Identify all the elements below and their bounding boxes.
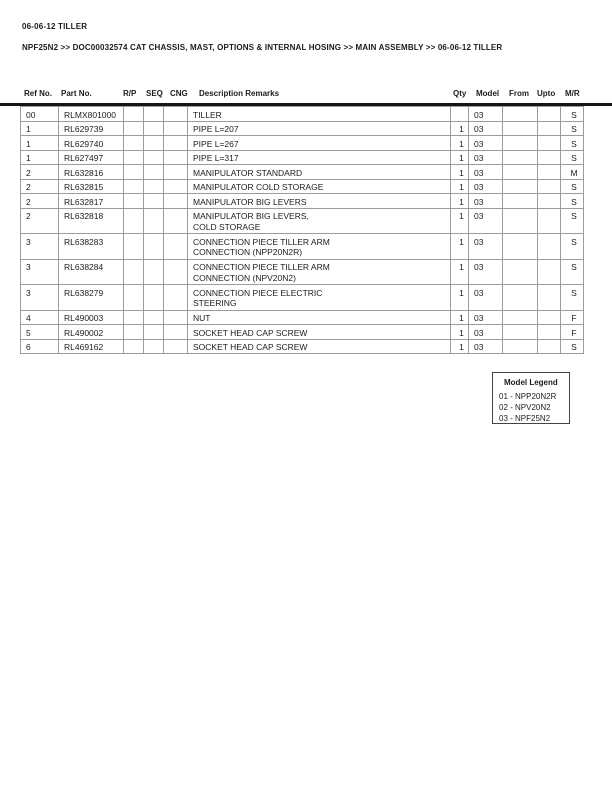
cell-mr: S <box>561 285 584 311</box>
cell-part-no: RL632818 <box>59 208 124 234</box>
cell-model: 03 <box>469 121 503 136</box>
cell-upto <box>538 310 561 325</box>
cell-description: PIPE L=317 <box>188 150 451 165</box>
cell-model: 03 <box>469 339 503 354</box>
cell-upto <box>538 165 561 180</box>
cell-cng <box>164 259 188 285</box>
cell-seq <box>144 325 164 340</box>
cell-model: 03 <box>469 136 503 151</box>
cell-qty: 1 <box>451 259 469 285</box>
cell-mr: S <box>561 194 584 209</box>
header-from: From <box>509 89 529 98</box>
cell-upto <box>538 194 561 209</box>
cell-from <box>503 310 538 325</box>
cell-part-no: RL638284 <box>59 259 124 285</box>
cell-model: 03 <box>469 194 503 209</box>
cell-part-no: RL629740 <box>59 136 124 151</box>
table-row <box>21 285 584 311</box>
cell-qty <box>451 107 469 122</box>
cell-qty: 1 <box>451 179 469 194</box>
header-cng: CNG <box>170 89 188 98</box>
cell-ref-no: 1 <box>21 121 59 136</box>
cell-model: 03 <box>469 259 503 285</box>
cell-upto <box>538 107 561 122</box>
cell-rp <box>124 136 144 151</box>
cell-qty: 1 <box>451 136 469 151</box>
cell-ref-no: 2 <box>21 194 59 209</box>
cell-upto <box>538 234 561 260</box>
model-legend-item: 02 - NPV20N2 <box>499 403 551 412</box>
cell-rp <box>124 165 144 180</box>
cell-cng <box>164 136 188 151</box>
cell-part-no: RL638283 <box>59 234 124 260</box>
cell-cng <box>164 179 188 194</box>
cell-ref-no: 2 <box>21 165 59 180</box>
cell-upto <box>538 285 561 311</box>
cell-description: MANIPULATOR COLD STORAGE <box>188 179 451 194</box>
cell-seq <box>144 136 164 151</box>
cell-mr: S <box>561 259 584 285</box>
cell-description: MANIPULATOR STANDARD <box>188 165 451 180</box>
cell-part-no: RLMX801000 <box>59 107 124 122</box>
cell-seq <box>144 208 164 234</box>
cell-mr: F <box>561 325 584 340</box>
cell-mr: M <box>561 165 584 180</box>
cell-part-no: RL632815 <box>59 179 124 194</box>
table-row <box>21 121 584 136</box>
cell-seq <box>144 150 164 165</box>
cell-description: CONNECTION PIECE TILLER ARM CONNECTION (NPP20N2R) <box>188 234 451 260</box>
cell-ref-no: 3 <box>21 285 59 311</box>
cell-rp <box>124 339 144 354</box>
cell-from <box>503 150 538 165</box>
cell-cng <box>164 325 188 340</box>
cell-from <box>503 208 538 234</box>
cell-from <box>503 325 538 340</box>
header-upto: Upto <box>537 89 556 98</box>
cell-description: SOCKET HEAD CAP SCREW <box>188 339 451 354</box>
cell-from <box>503 136 538 151</box>
cell-ref-no: 6 <box>21 339 59 354</box>
cell-cng <box>164 208 188 234</box>
header-part-no: Part No. <box>61 89 92 98</box>
cell-part-no: RL469162 <box>59 339 124 354</box>
model-legend-item: 01 - NPP20N2R <box>499 392 557 401</box>
cell-qty: 1 <box>451 234 469 260</box>
cell-seq <box>144 234 164 260</box>
cell-ref-no: 4 <box>21 310 59 325</box>
cell-rp <box>124 285 144 311</box>
cell-model: 03 <box>469 325 503 340</box>
cell-upto <box>538 179 561 194</box>
cell-cng <box>164 107 188 122</box>
cell-from <box>503 121 538 136</box>
cell-qty: 1 <box>451 339 469 354</box>
cell-part-no: RL627497 <box>59 150 124 165</box>
cell-qty: 1 <box>451 208 469 234</box>
cell-ref-no: 1 <box>21 150 59 165</box>
cell-upto <box>538 325 561 340</box>
table-row <box>21 194 584 209</box>
table-row <box>21 208 584 234</box>
header-seq: SEQ <box>146 89 163 98</box>
table-row <box>21 165 584 180</box>
cell-from <box>503 339 538 354</box>
table-row <box>21 150 584 165</box>
cell-part-no: RL632816 <box>59 165 124 180</box>
cell-qty: 1 <box>451 325 469 340</box>
table-row <box>21 179 584 194</box>
cell-upto <box>538 136 561 151</box>
cell-seq <box>144 285 164 311</box>
cell-qty: 1 <box>451 194 469 209</box>
table-column-headers <box>0 89 612 101</box>
cell-from <box>503 107 538 122</box>
cell-from <box>503 259 538 285</box>
cell-cng <box>164 285 188 311</box>
cell-mr: S <box>561 234 584 260</box>
cell-from <box>503 165 538 180</box>
cell-qty: 1 <box>451 165 469 180</box>
cell-upto <box>538 121 561 136</box>
cell-upto <box>538 208 561 234</box>
cell-cng <box>164 310 188 325</box>
cell-cng <box>164 121 188 136</box>
cell-part-no: RL629739 <box>59 121 124 136</box>
table-row <box>21 136 584 151</box>
cell-from <box>503 234 538 260</box>
cell-seq <box>144 194 164 209</box>
cell-ref-no: 3 <box>21 234 59 260</box>
cell-model: 03 <box>469 107 503 122</box>
cell-mr: S <box>561 136 584 151</box>
cell-from <box>503 285 538 311</box>
cell-seq <box>144 179 164 194</box>
cell-part-no: RL638279 <box>59 285 124 311</box>
table-row <box>21 107 584 122</box>
cell-seq <box>144 121 164 136</box>
cell-qty: 1 <box>451 310 469 325</box>
cell-seq <box>144 165 164 180</box>
cell-description: CONNECTION PIECE TILLER ARM CONNECTION (NPV20N2) <box>188 259 451 285</box>
table-row <box>21 310 584 325</box>
header-description: Description Remarks <box>199 89 280 98</box>
breadcrumb: NPF25N2 >> DOC00032574 CAT CHASSIS, MAST, OPTIONS & INTERNAL HOSING >> MAIN ASSEMBLY >> 06-06-12 TILLER <box>22 43 503 52</box>
header-mr: M/R <box>565 89 580 98</box>
model-legend-box <box>492 372 570 424</box>
cell-model: 03 <box>469 208 503 234</box>
table-row <box>21 325 584 340</box>
cell-description: MANIPULATOR BIG LEVERS, COLD STORAGE <box>188 208 451 234</box>
header-ref-no: Ref No. <box>24 89 52 98</box>
cell-rp <box>124 310 144 325</box>
cell-from <box>503 194 538 209</box>
cell-part-no: RL490003 <box>59 310 124 325</box>
cell-rp <box>124 150 144 165</box>
cell-cng <box>164 339 188 354</box>
table-row <box>21 259 584 285</box>
cell-rp <box>124 234 144 260</box>
cell-part-no: RL490002 <box>59 325 124 340</box>
cell-ref-no: 5 <box>21 325 59 340</box>
cell-mr: S <box>561 208 584 234</box>
cell-seq <box>144 259 164 285</box>
parts-table <box>20 106 584 354</box>
header-rp: R/P <box>123 89 137 98</box>
page-title: 06-06-12 TILLER <box>22 22 88 31</box>
header-model: Model <box>476 89 500 98</box>
cell-mr: S <box>561 179 584 194</box>
cell-description: MANIPULATOR BIG LEVERS <box>188 194 451 209</box>
cell-qty: 1 <box>451 285 469 311</box>
table-row <box>21 339 584 354</box>
cell-cng <box>164 165 188 180</box>
cell-cng <box>164 194 188 209</box>
cell-rp <box>124 121 144 136</box>
cell-cng <box>164 234 188 260</box>
cell-upto <box>538 339 561 354</box>
cell-model: 03 <box>469 285 503 311</box>
cell-model: 03 <box>469 150 503 165</box>
cell-mr: S <box>561 150 584 165</box>
cell-description: CONNECTION PIECE ELECTRIC STEERING <box>188 285 451 311</box>
cell-rp <box>124 259 144 285</box>
parts-table-body <box>21 107 584 354</box>
cell-model: 03 <box>469 165 503 180</box>
cell-qty: 1 <box>451 121 469 136</box>
cell-seq <box>144 339 164 354</box>
cell-from <box>503 179 538 194</box>
cell-ref-no: 3 <box>21 259 59 285</box>
table-row <box>21 234 584 260</box>
cell-mr: S <box>561 339 584 354</box>
header-qty: Qty <box>453 89 467 98</box>
cell-upto <box>538 150 561 165</box>
cell-cng <box>164 150 188 165</box>
cell-description: NUT <box>188 310 451 325</box>
cell-description: PIPE L=207 <box>188 121 451 136</box>
cell-rp <box>124 179 144 194</box>
cell-model: 03 <box>469 310 503 325</box>
cell-description: TILLER <box>188 107 451 122</box>
cell-ref-no: 1 <box>21 136 59 151</box>
cell-rp <box>124 208 144 234</box>
cell-model: 03 <box>469 234 503 260</box>
cell-mr: S <box>561 107 584 122</box>
cell-mr: S <box>561 121 584 136</box>
cell-upto <box>538 259 561 285</box>
cell-description: SOCKET HEAD CAP SCREW <box>188 325 451 340</box>
model-legend-title: Model Legend <box>504 378 558 387</box>
cell-model: 03 <box>469 179 503 194</box>
cell-rp <box>124 194 144 209</box>
model-legend-item: 03 - NPF25N2 <box>499 414 551 423</box>
cell-seq <box>144 310 164 325</box>
cell-ref-no: 2 <box>21 208 59 234</box>
cell-part-no: RL632817 <box>59 194 124 209</box>
cell-rp <box>124 107 144 122</box>
cell-description: PIPE L=267 <box>188 136 451 151</box>
cell-ref-no: 2 <box>21 179 59 194</box>
cell-rp <box>124 325 144 340</box>
cell-mr: F <box>561 310 584 325</box>
cell-seq <box>144 107 164 122</box>
cell-qty: 1 <box>451 150 469 165</box>
cell-ref-no: 00 <box>21 107 59 122</box>
